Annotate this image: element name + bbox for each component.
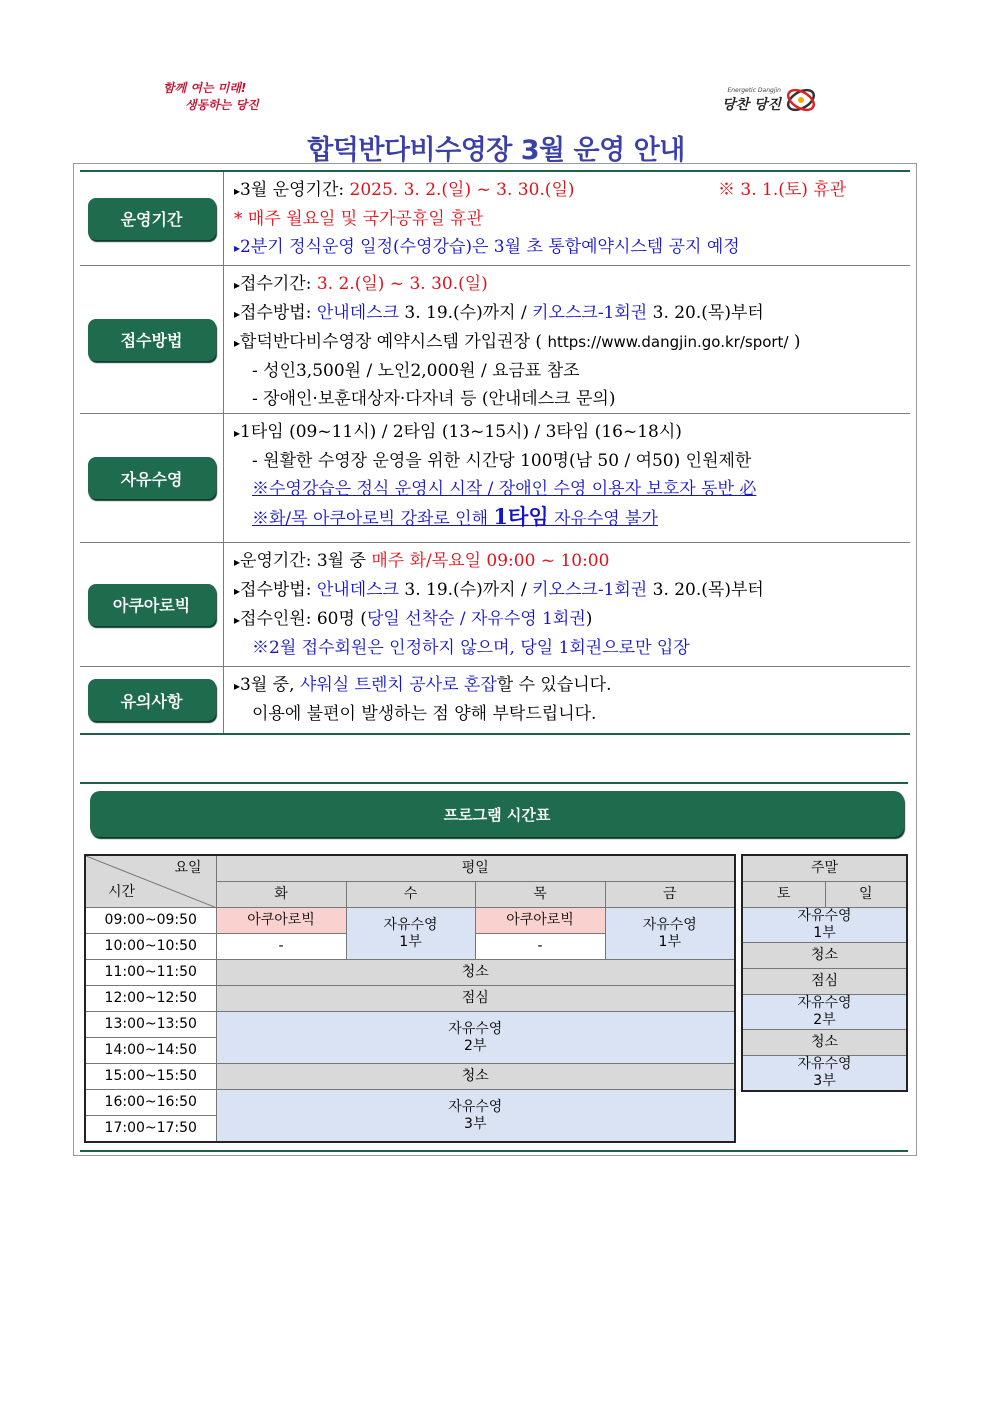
bullet-icon: ▸	[234, 336, 241, 350]
s4-period-label: 운영기간: 3월 중	[240, 551, 372, 571]
free-swim-label: 자유수영	[642, 916, 697, 933]
s2-line1-label: 접수기간:	[240, 274, 317, 294]
time-cell: 09:00~09:50	[85, 908, 216, 934]
bullet-icon: ▸	[234, 278, 241, 292]
cell-free-swim-wed	[346, 908, 475, 960]
slogan-line2: 생동하는 당진	[185, 98, 259, 112]
s3-limit: - 원활한 수영장 운영을 위한 시간당 100명(남 50 / 여50) 인원제한	[252, 451, 752, 471]
s1-period: 2025. 3. 2.(일) ~ 3. 30.(일)	[349, 180, 575, 200]
time-cell: 12:00~12:50	[85, 986, 216, 1012]
cell-free-swim-fri	[605, 908, 735, 960]
day-wed: 수	[346, 882, 475, 908]
s4-kiosk-date: 3. 20.(목)부터	[647, 580, 764, 600]
cell-aquarobic-tue: 아쿠아로빅	[216, 908, 346, 934]
day-thu: 목	[475, 882, 605, 908]
logo-name: 당찬 당진	[722, 96, 781, 113]
s2-fees: - 성인3,500원 / 노인2,000원 / 요금표 참조	[252, 361, 580, 381]
part-label: 3부	[464, 1115, 487, 1132]
timetable-weekend	[741, 854, 908, 1092]
free-swim-label: 자유수영	[797, 995, 852, 1011]
s4-period: 매주 화/목요일 09:00 ~ 10:00	[371, 551, 610, 571]
s4-desk: 안내데스크	[316, 580, 399, 600]
bullet-icon: ▸	[234, 241, 241, 255]
part-label: 2부	[813, 1012, 836, 1028]
cell-cleaning: 청소	[216, 1064, 735, 1090]
label-free-swim: 자유수영	[88, 457, 216, 499]
s2-paren: )	[788, 332, 801, 352]
cell-free-swim-part2	[216, 1012, 735, 1064]
time-cell: 16:00~16:50	[85, 1090, 216, 1116]
bullet-icon: ▸	[234, 613, 241, 627]
cell-empty: -	[216, 934, 346, 960]
s2-kiosk: 키오스크-1회권	[532, 303, 648, 323]
s5-line1-b: 샤워실 트렌치 공사로 혼잡	[299, 675, 497, 695]
weekend-cleaning: 청소	[742, 943, 907, 969]
s5-line2: 이용에 불편이 발생하는 점 양해 부탁드립니다.	[252, 704, 597, 724]
bullet-icon: ▸	[234, 184, 241, 198]
section-registration	[80, 266, 910, 414]
weekend-cleaning: 청소	[742, 1030, 907, 1056]
bullet-icon: ▸	[234, 679, 241, 693]
free-swim-label: 자유수영	[448, 1098, 503, 1115]
s3-notice2-b: 1타임	[493, 504, 549, 529]
weekday-header: 평일	[216, 855, 735, 882]
bullet-icon: ▸	[234, 307, 241, 321]
s3-notice1: ※수영강습은 정식 운영시 시작 / 장애인 수영 이용자 보호자 동반 必	[252, 479, 757, 499]
timetable-weekday	[84, 854, 736, 1143]
day-sat: 토	[742, 882, 825, 908]
part-label: 1부	[399, 933, 422, 950]
slogan-line1: 함께 여는 미래!	[163, 81, 247, 95]
s3-notice2-a: ※화/목 아쿠아로빅 강좌로 인해	[252, 509, 494, 529]
label-notes: 유의사항	[88, 679, 216, 721]
weekend-lunch: 점심	[742, 969, 907, 995]
info-sections	[80, 170, 910, 735]
label-operation-period: 운영기간	[88, 198, 216, 240]
s2-discount: - 장애인·보훈대상자·다자녀 등 (안내데스크 문의)	[252, 389, 616, 409]
bullet-icon: ▸	[234, 584, 241, 598]
free-swim-label: 자유수영	[448, 1020, 503, 1037]
s2-desk-date: 3. 19.(수)까지 /	[398, 303, 533, 323]
program-title: 프로그램 시간표	[90, 791, 904, 837]
s1-closed-day: ※ 3. 1.(토) 휴관	[718, 180, 847, 200]
section-notes	[80, 667, 910, 735]
s4-capacity-label: 접수인원: 60명 (	[240, 609, 367, 629]
section-operation-period	[80, 172, 910, 266]
s4-paren: )	[585, 609, 593, 629]
dangjin-logo	[722, 84, 818, 116]
corner-cell	[85, 855, 216, 908]
s4-capacity: 당일 선착순 / 자유수영 1회권	[366, 609, 586, 629]
time-cell: 14:00~14:50	[85, 1038, 216, 1064]
day-tue: 화	[216, 882, 346, 908]
free-swim-label: 자유수영	[797, 1056, 852, 1072]
s2-method-label: 접수방법:	[240, 303, 317, 323]
divider	[80, 782, 908, 784]
cell-free-swim-part3	[216, 1090, 735, 1143]
weekend-free-swim-part3	[742, 1056, 907, 1092]
s2-reservation-link[interactable]: https://www.dangjin.go.kr/sport/	[547, 333, 789, 351]
s4-notice: ※2월 접수회원은 인정하지 않으며, 당일 1회권으로만 입장	[252, 638, 690, 658]
weekend-free-swim-part2	[742, 995, 907, 1030]
label-registration: 접수방법	[88, 319, 216, 361]
cell-empty: -	[475, 934, 605, 960]
logo-emblem-icon	[784, 84, 818, 116]
weekend-header: 주말	[742, 855, 907, 882]
free-swim-label: 자유수영	[383, 916, 438, 933]
s3-notice2-c: 자유수영 불가	[548, 509, 658, 529]
cell-aquarobic-thu: 아쿠아로빅	[475, 908, 605, 934]
s4-desk-date: 3. 19.(수)까지 /	[398, 580, 533, 600]
cell-lunch: 점심	[216, 986, 735, 1012]
part-label: 3부	[813, 1073, 836, 1089]
cell-cleaning: 청소	[216, 960, 735, 986]
time-cell: 17:00~17:50	[85, 1116, 216, 1143]
label-aquarobic: 아쿠아로빅	[88, 584, 216, 626]
s1-q2-note: 2분기 정식운영 일정(수영강습)은 3월 초 통합예약시스템 공지 예정	[240, 237, 740, 257]
bullet-icon: ▸	[234, 555, 241, 569]
time-cell: 10:00~10:50	[85, 934, 216, 960]
weekend-free-swim-part1	[742, 908, 907, 943]
s2-desk: 안내데스크	[316, 303, 399, 323]
time-cell: 13:00~13:50	[85, 1012, 216, 1038]
part-label: 1부	[658, 933, 681, 950]
corner-day-label: 요일	[174, 860, 202, 876]
part-label: 2부	[464, 1037, 487, 1054]
corner-time-label: 시간	[108, 884, 136, 900]
page-title: 합덕반다비수영장 3월 운영 안내	[307, 135, 685, 166]
part-label: 1부	[813, 925, 836, 941]
bullet-icon: ▸	[234, 426, 241, 440]
time-cell: 15:00~15:50	[85, 1064, 216, 1090]
slogan	[163, 80, 259, 114]
section-aquarobic	[80, 543, 910, 667]
bottom-divider	[80, 1150, 908, 1152]
s5-line1-a: 3월 중,	[240, 675, 300, 695]
s4-method-label: 접수방법:	[240, 580, 317, 600]
day-fri: 금	[605, 882, 735, 908]
logo-tagline: Energetic Dangjin	[727, 86, 781, 94]
free-swim-label: 자유수영	[797, 908, 852, 924]
s2-kiosk-date: 3. 20.(목)부터	[647, 303, 764, 323]
s2-reservation-note: 합덕반다비수영장 예약시스템 가입권장 (	[240, 332, 548, 352]
s1-closed-note: * 매주 월요일 및 국가공휴일 휴관	[234, 209, 484, 229]
day-sun: 일	[825, 882, 907, 908]
s2-period: 3. 2.(일) ~ 3. 30.(일)	[316, 274, 488, 294]
time-cell: 11:00~11:50	[85, 960, 216, 986]
section-free-swim	[80, 414, 910, 543]
s1-line1-label: 3월 운영기간:	[240, 180, 350, 200]
s4-kiosk: 키오스크-1회권	[532, 580, 648, 600]
s5-line1-c: 할 수 있습니다.	[496, 675, 612, 695]
s3-times: 1타임 (09~11시) / 2타임 (13~15시) / 3타임 (16~18시)	[240, 422, 682, 442]
